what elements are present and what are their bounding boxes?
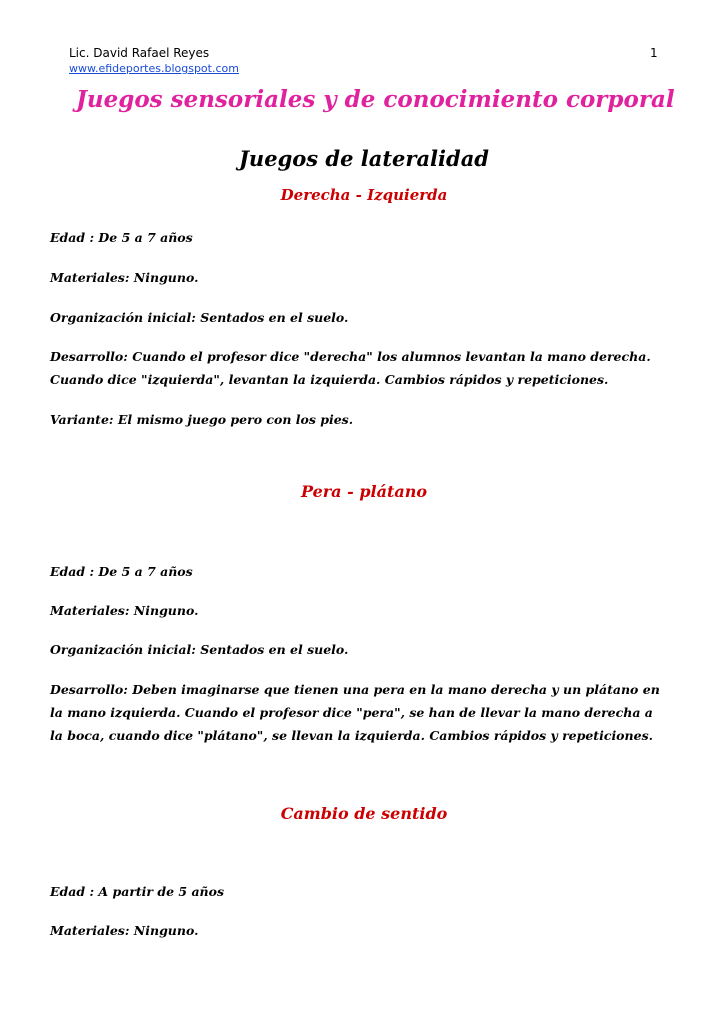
header-blog-link[interactable]: www.efideportes.blogspot.com (69, 62, 239, 75)
section-title: Juegos de lateralidad (239, 146, 489, 171)
game-organization: Organización inicial: Sentados en el suelo. (50, 310, 349, 325)
game-materials: Materiales: Ninguno. (50, 923, 199, 938)
game-title: Pera - plátano (300, 482, 428, 501)
game-materials: Materiales: Ninguno. (50, 603, 199, 618)
game-organization: Organización inicial: Sentados en el suelo. (50, 642, 349, 657)
header-author: Lic. David Rafael Reyes (69, 46, 210, 60)
game-title: Cambio de sentido (280, 804, 448, 823)
game-age: Edad : De 5 a 7 años (50, 564, 193, 579)
game-development-line: la mano izquierda. Cuando el profesor dice "pera", se han de llevar la mano derecha a (50, 705, 653, 720)
game-title: Derecha - Izquierda (280, 186, 448, 204)
game-development-line: Cuando dice "izquierda", levantan la izquierda. Cambios rápidos y repeticiones. (50, 372, 609, 387)
game-development-line: Desarrollo: Cuando el profesor dice "derecha" los alumnos levantan la mano derecha. (50, 349, 651, 364)
header-page-number: 1 (650, 46, 658, 60)
game-age: Edad : De 5 a 7 años (50, 230, 193, 245)
game-development-line: Desarrollo: Deben imaginarse que tienen una pera en la mano derecha y un plátano en (50, 682, 660, 697)
document-title: Juegos sensoriales y de conocimiento corporal (76, 86, 675, 113)
game-age: Edad : A partir de 5 años (50, 884, 225, 899)
game-materials: Materiales: Ninguno. (50, 270, 199, 285)
game-development-line: la boca, cuando dice "plátano", se llevan la izquierda. Cambios rápidos y repeticiones. (50, 728, 653, 743)
game-variant: Variante: El mismo juego pero con los pies. (50, 412, 354, 427)
